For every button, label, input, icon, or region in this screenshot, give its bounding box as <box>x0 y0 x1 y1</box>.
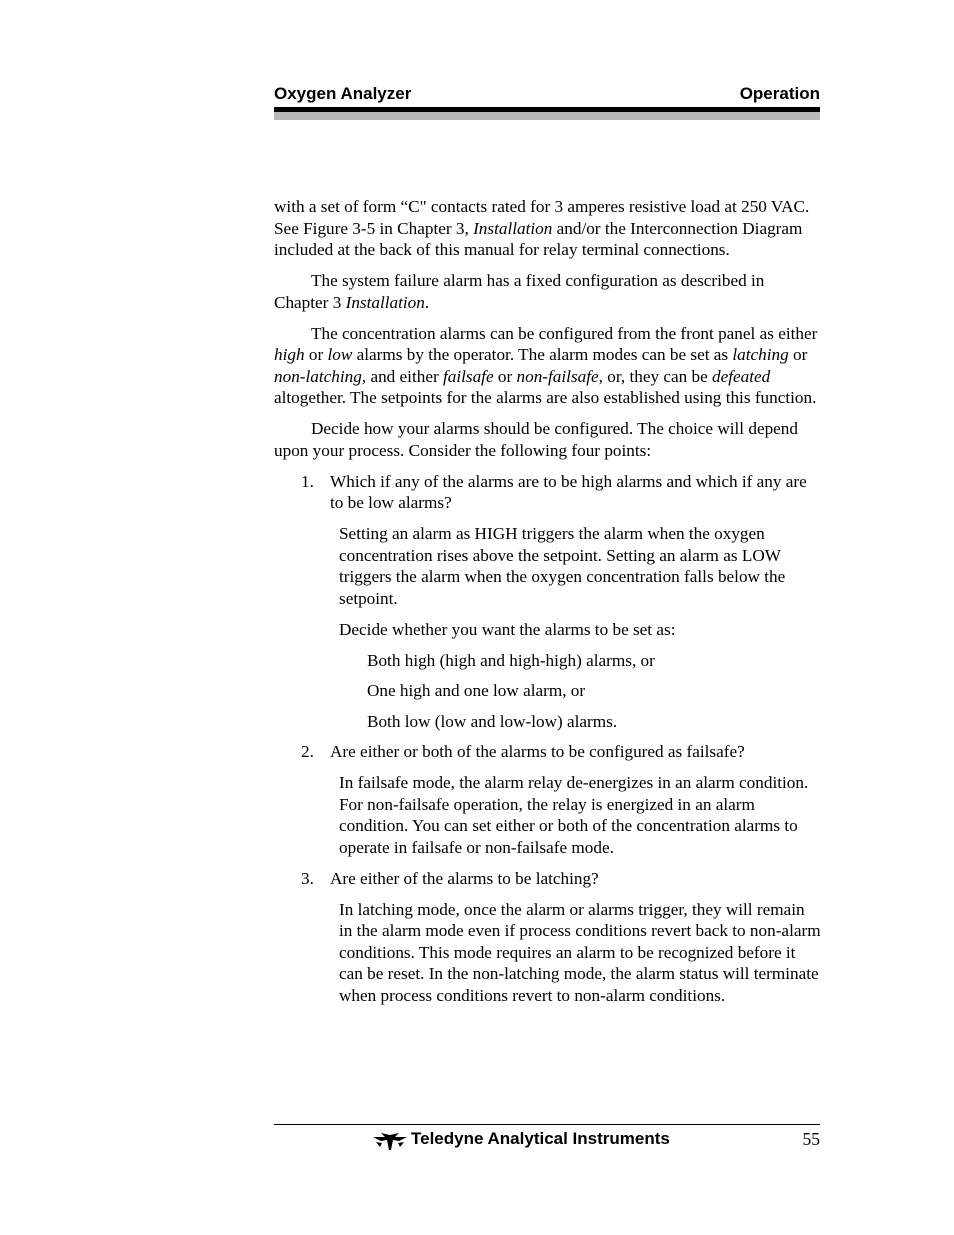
list-question: Which if any of the alarms are to be high alarms and which if any are to be low alarms? <box>330 471 807 512</box>
list-number: 3. <box>301 868 314 888</box>
list-number: 2. <box>301 742 314 761</box>
list-detail: Decide whether you want the alarms to be set as: <box>339 619 676 639</box>
teledyne-logo-icon <box>372 1131 408 1151</box>
paragraph-system-failure: The system failure alarm has a fixed configuration as described in Chapter 3 Installation. <box>274 271 765 312</box>
list-item <box>274 741 822 763</box>
paragraph-concentration-alarms: The concentration alarms can be configured from the front panel as either high or low alarms by the operator. The alarm modes can be set as latching or non-latching, and either failsafe or non-failsafe, or, they can be defeated altogether. The setpoints for the alarms are also established using this function. <box>274 323 818 407</box>
list-question: Are either of the alarms to be latching? <box>330 868 599 888</box>
list-item <box>274 868 822 890</box>
alarm-option: Both high (high and high-high) alarms, or <box>367 650 655 670</box>
paragraph-relay-contacts: with a set of form “C" contacts rated for 3 amperes resistive load at 250 VAC. See Figure 3-5 in Chapter 3, Installation and/or the Interconnection Diagram included at the back of this manual for relay terminal connections. <box>274 197 810 259</box>
footer-company: Teledyne Analytical Instruments <box>411 1129 670 1148</box>
alarm-option: One high and one low alarm, or <box>367 681 586 700</box>
page-number: 55 <box>802 1129 820 1149</box>
list-question: Are either or both of the alarms to be configured as failsafe? <box>330 742 745 761</box>
header-section: Operation <box>739 84 820 103</box>
list-detail: In latching mode, once the alarm or alarms trigger, they will remain in the alarm mode even if process conditions revert back to non-alarm conditions. This mode requires an alarm to be recognized before it can be reset. In the non-latching mode, the alarm status will terminate when process conditions revert to non-alarm conditions. <box>339 899 821 1005</box>
header-title: Oxygen Analyzer <box>274 84 412 103</box>
header-rule-shadow <box>274 112 820 120</box>
running-header <box>274 84 820 104</box>
footer-rule <box>274 1124 820 1125</box>
list-detail: Setting an alarm as HIGH triggers the alarm when the oxygen concentration rises above the setpoint. Setting an alarm as LOW triggers the alarm when the oxygen concentration falls below the setpoint. <box>339 524 786 608</box>
list-number: 1. <box>301 471 314 491</box>
page-body <box>274 196 822 1016</box>
list-detail: In failsafe mode, the alarm relay de-energizes in an alarm condition. For non-failsafe operation, the relay is energized in an alarm condition. You can set either or both of the concentration alarms to operate in failsafe or non-failsafe mode. <box>339 773 809 857</box>
paragraph-decide-config: Decide how your alarms should be configured. The choice will depend upon your process. Consider the following four points: <box>274 419 798 460</box>
alarm-option: Both low (low and low-low) alarms. <box>367 711 618 731</box>
list-item <box>274 471 822 514</box>
